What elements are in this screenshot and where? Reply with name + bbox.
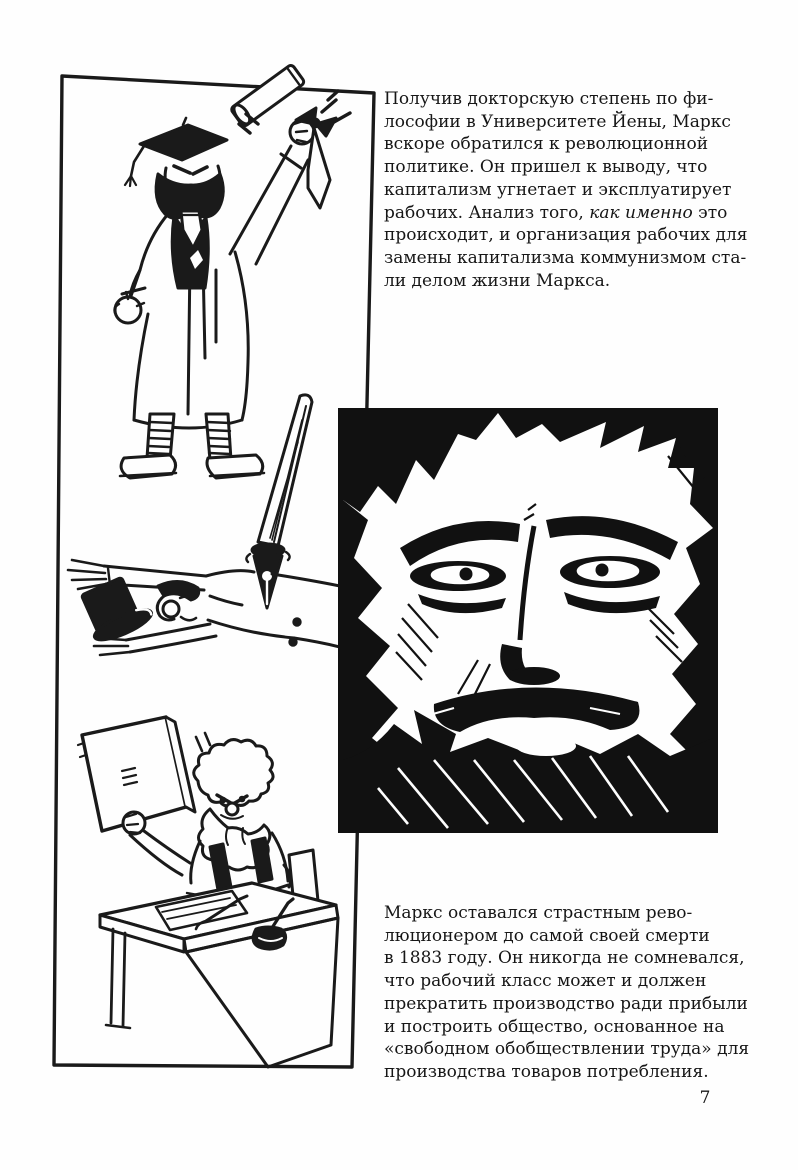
text-line: и построить общество, основанное на xyxy=(384,1016,725,1037)
slain-figure-pierced-by-giant-pen-icon xyxy=(60,390,340,680)
text-line: в 1883 году. Он никогда не сомневался, xyxy=(384,948,745,969)
text-line: люционером до самой своей смерти xyxy=(384,925,710,946)
page-number: 7 xyxy=(699,1088,711,1108)
text-line: что рабочий класс может и должен xyxy=(384,971,707,992)
text-line: Получив докторскую степень по фи- xyxy=(384,89,714,109)
text-line: «свободном обобществлении труда» для xyxy=(384,1039,750,1060)
text-line: происходит, и организация рабочих для xyxy=(384,225,748,246)
paragraph-bottom xyxy=(384,902,749,1084)
text-line: вскоре обратился к революционной xyxy=(384,134,709,155)
marx-portrait-woodcut-illustration xyxy=(338,408,718,833)
text-line: политике. Он пришел к выводу, что xyxy=(384,157,708,178)
paragraph-top xyxy=(384,88,748,292)
text-line: прекратить производство ради прибыли xyxy=(384,993,748,1014)
text-line: лософии в Университете Йены, Маркс xyxy=(384,111,731,132)
text-line: капитализм угнетает и эксплуатирует xyxy=(384,179,732,200)
text-line: ли делом жизни Маркса. xyxy=(384,270,611,291)
text-line: замены капитализма коммунизмом ста- xyxy=(384,247,747,268)
text-line: Маркс оставался страстным рево- xyxy=(384,903,693,923)
elder-marx-at-desk-with-manuscript-icon xyxy=(60,715,360,1075)
text-line: производства товаров потребления. xyxy=(384,1061,709,1082)
text-line: рабочих. Анализ того, как именно это xyxy=(384,202,728,223)
